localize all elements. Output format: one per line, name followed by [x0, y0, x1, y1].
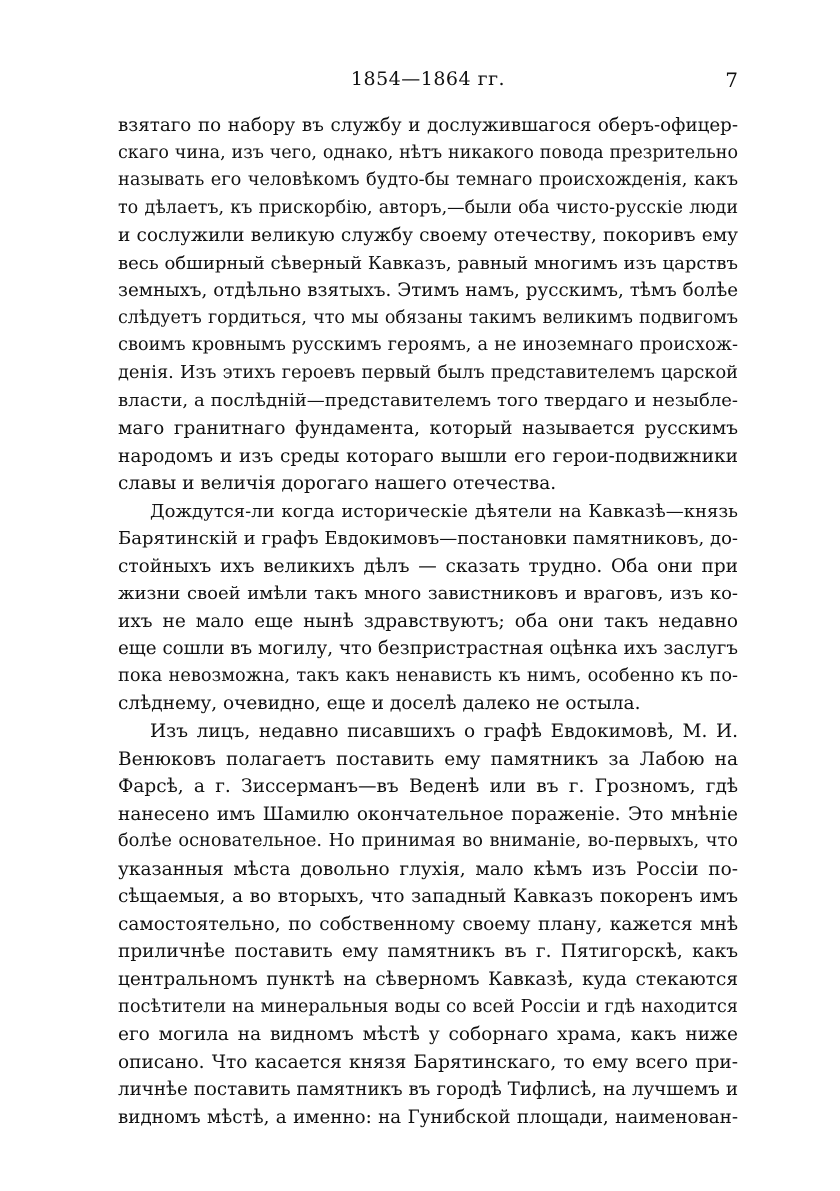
text-line: приличнѣе поставить ему памятникъ въ г. Пятигорскѣ, какъ — [118, 941, 738, 963]
text-line: указанныя мѣста довольно глухія, мало кѣмъ изъ Россіи по- — [118, 858, 738, 880]
text-line: описано. Что касается князя Барятинскаго, то ему всего при- — [118, 1051, 738, 1073]
text-line: стойныхъ ихъ великихъ дѣлъ — сказать трудно. Оба они при — [118, 555, 738, 577]
text-line: маго гранитнаго фундамента, который называется русскимъ — [118, 418, 738, 440]
text-line: Фарсѣ, а г. Зиссерманъ—въ Веденѣ или въ г. Грозномъ, гдѣ — [118, 776, 738, 798]
text-line: скаго чина, изъ чего, однако, нѣтъ никакого повода презрительно — [118, 142, 738, 163]
text-line: ихъ не мало еще нынѣ здравствуютъ; оба они такъ недавно — [118, 610, 738, 632]
text-line: его могила на видномъ мѣстѣ у соборнаго храма, какъ ниже — [118, 1024, 738, 1046]
text-line: самостоятельно, по собственному своему плану, кажется мнѣ — [118, 913, 738, 935]
text-line: народомъ и изъ среды котораго вышли его герои-подвижники — [118, 445, 738, 467]
text-line: еще сошли въ могилу, что безпристрастная оцѣнка ихъ заслугъ — [118, 638, 738, 660]
paragraph-start-line: Дождутся-ли когда историческіе дѣятели на Кавказѣ—князь — [150, 500, 738, 522]
text-line: Венюковъ полагаетъ поставить ему памятникъ за Лабою на — [118, 748, 738, 770]
text-line: и сослужили великую службу своему отечеству, покоривъ ему — [118, 225, 738, 247]
text-line: Барятинскій и графъ Евдокимовъ—постановки памятниковъ, до- — [118, 528, 738, 550]
text-line: власти, а послѣдній—представителемъ того твердаго и незыбле- — [118, 390, 738, 412]
text-line: личнѣе поставить памятникъ въ городѣ Тифлисѣ, на лучшемъ и — [118, 1079, 738, 1101]
text-line: видномъ мѣстѣ, а именно: на Гунибской площади, наименован- — [118, 1106, 738, 1128]
text-line: взятаго по набору въ службу и дослужившагося оберъ-офицер- — [118, 115, 738, 136]
page-header — [118, 68, 738, 98]
text-line: денія. Изъ этихъ героевъ первый былъ представителемъ царской — [118, 362, 738, 383]
paragraph-start-line: Изъ лицъ, недавно писавшихъ о графѣ Евдокимовѣ, М. И. — [150, 721, 738, 743]
text-line: посѣтители на минеральныя воды со всей Россіи и гдѣ находится — [118, 996, 738, 1017]
text-line: пока невозможна, такъ какъ ненависть къ нимъ, особенно къ по- — [118, 665, 738, 686]
text-line: сѣщаемыя, а во вторыхъ, что западный Кавказъ покоренъ имъ — [118, 886, 738, 908]
text-line: слѣдуетъ гордиться, что мы обязаны такимъ великимъ подвигомъ — [118, 307, 738, 328]
text-line: нанесено имъ Шамилю окончательное пораженіе. Это мнѣніе — [118, 803, 738, 825]
text-line: весь обширный сѣверный Кавказъ, равный многимъ изъ царствъ — [118, 252, 738, 274]
page-number: 7 — [725, 68, 738, 92]
text-line: называть его человѣкомъ будто-бы темнаго происхожденія, какъ — [118, 170, 738, 191]
text-line: болѣе основательное. Но принимая во вниманіе, во-первыхъ, что — [118, 831, 738, 852]
text-line: славы и величія дорогаго нашего отечества. — [118, 473, 557, 495]
running-title: 1854—1864 гг. — [350, 68, 506, 90]
text-line: то дѣлаетъ, къ прискорбію, авторъ,—были оба чисто-русскіе люди — [118, 197, 738, 218]
text-line: жизни своей имѣли такъ много завистниковъ и враговъ, изъ ко- — [118, 583, 738, 605]
text-line: центральномъ пунктѣ на сѣверномъ Кавказѣ, куда стекаются — [118, 968, 738, 990]
text-line: слѣднему, очевидно, еще и доселѣ далеко не остыла. — [118, 693, 641, 715]
text-line: земныхъ, отдѣльно взятыхъ. Этимъ намъ, русскимъ, тѣмъ болѣе — [118, 280, 738, 302]
text-line: своимъ кровнымъ русскимъ героямъ, а не иноземнаго происхож- — [118, 335, 738, 356]
body-text — [118, 112, 738, 1131]
